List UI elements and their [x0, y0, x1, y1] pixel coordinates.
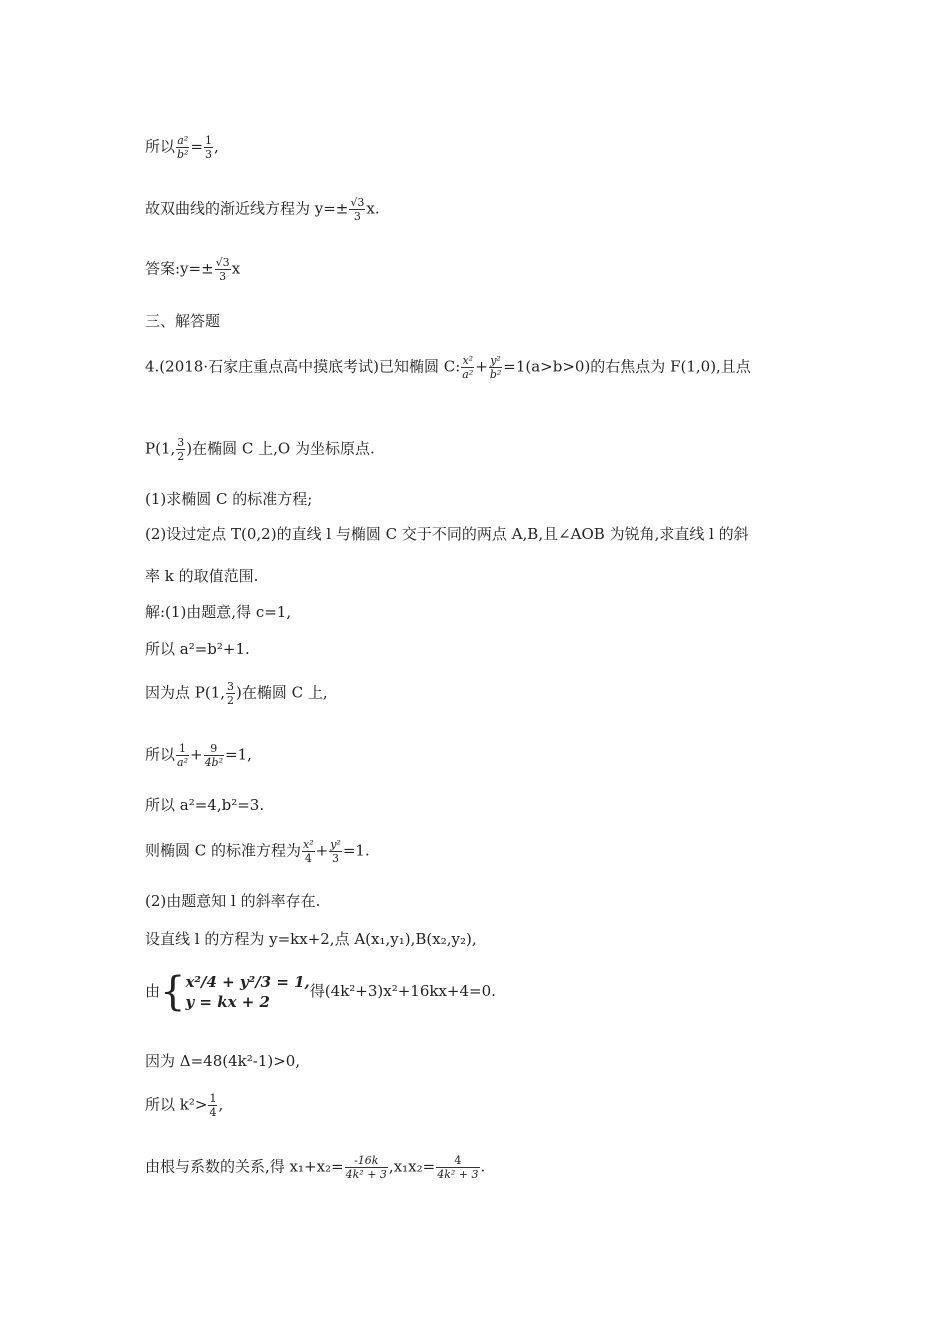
line-ratio: 所以 $\frac{\text{a²}}{\text{b²}}$ = $\frac{1}{3}$ , — [145, 134, 219, 161]
line-answer: 答案:y=± $\frac{√3}{3}$ x — [145, 256, 241, 283]
solution-7: (2)由题意知 l 的斜率存在. — [145, 892, 321, 910]
fraction: $\frac{1}{4}$ — [209, 1092, 217, 1119]
fraction: $\frac{\text{x²}}{4}$ — [303, 838, 314, 865]
fraction: $\frac{4}{\text{4k² + 3}}$ — [437, 1154, 479, 1181]
fraction: $\frac{\text{y²}}{\text{b²}}$ — [489, 354, 502, 381]
solution-6: 则椭圆 C 的标准方程为 $\frac{\text{x²}}{4}$ + $\frac{\text{y²}}{3}$ =1. — [145, 838, 370, 865]
solution-3: 因为点 P(1, $\frac{3}{2}$ )在椭圆 C 上, — [145, 680, 328, 707]
fraction: $\frac{9}{\text{4b²}}$ — [204, 742, 224, 769]
part-2-cont: 率 k 的取值范围. — [145, 567, 259, 585]
solution-9: 由{ x²/4 + y²/3 = 1, y = kx + 2 得(4k²+3)x²+16kx+4=0. — [145, 969, 496, 1015]
fraction: $\frac{3}{2}$ — [177, 436, 185, 463]
fraction: $\frac{1}{3}$ — [205, 134, 213, 161]
fraction: $\frac{\text{y²}}{3}$ — [330, 838, 341, 865]
text: 所以 — [145, 137, 176, 156]
fraction: $\frac{1}{\text{a²}}$ — [177, 742, 188, 769]
equation-system: x²/4 + y²/3 = 1, y = kx + 2 — [185, 973, 310, 1011]
question-4: 4.(2018·石家庄重点高中摸底考试)已知椭圆 C: $\frac{\text{x²}}{\text{a²}}$ + $\frac{\text{y²}}{\text{b²}}$ =1(a>b>0)的右焦点为 F(1,0),且点 — [145, 354, 751, 381]
solution-11: 所以 k²> $\frac{1}{4}$ , — [145, 1092, 224, 1119]
line-asymptote: 故双曲线的渐近线方程为 y=± $\frac{√3}{3}$ x. — [145, 196, 380, 223]
fraction: $\frac{√3}{3}$ — [215, 256, 230, 283]
fraction: $\frac{3}{2}$ — [227, 680, 235, 707]
part-1: (1)求椭圆 C 的标准方程; — [145, 490, 313, 508]
solution-5: 所以 a²=4,b²=3. — [145, 796, 265, 814]
section-title: 三、解答题 — [145, 312, 221, 330]
solution-12: 由根与系数的关系,得 x₁+x₂= $\frac{-16k}{\text{4k² + 3}}$ ,x₁x₂= $\frac{4}{\text{4k² + 3}}$ . — [145, 1154, 486, 1181]
solution-10: 因为 Δ=48(4k²-1)>0, — [145, 1052, 301, 1070]
solution-1: 解:(1)由题意,得 c=1, — [145, 603, 292, 621]
question-4-cont: P(1, $\frac{3}{2}$ )在椭圆 C 上,O 为坐标原点. — [145, 436, 375, 463]
fraction: $\frac{-16k}{\text{4k² + 3}}$ — [345, 1154, 387, 1181]
solution-4: 所以 $\frac{1}{\text{a²}}$ + $\frac{9}{\text{4b²}}$ =1, — [145, 742, 252, 769]
fraction: $\frac{\text{x²}}{\text{a²}}$ — [462, 354, 474, 381]
solution-2: 所以 a²=b²+1. — [145, 640, 250, 658]
fraction: $\frac{\text{a²}}{\text{b²}}$ — [177, 134, 189, 161]
part-2: (2)设过定点 T(0,2)的直线 l 与椭圆 C 交于不同的两点 A,B,且∠AOB 为锐角,求直线 l 的斜 — [145, 525, 749, 543]
brace: { — [160, 969, 186, 1015]
solution-8: 设直线 l 的方程为 y=kx+2,点 A(x₁,y₁),B(x₂,y₂), — [145, 930, 477, 948]
fraction: $\frac{√3}{3}$ — [350, 196, 365, 223]
